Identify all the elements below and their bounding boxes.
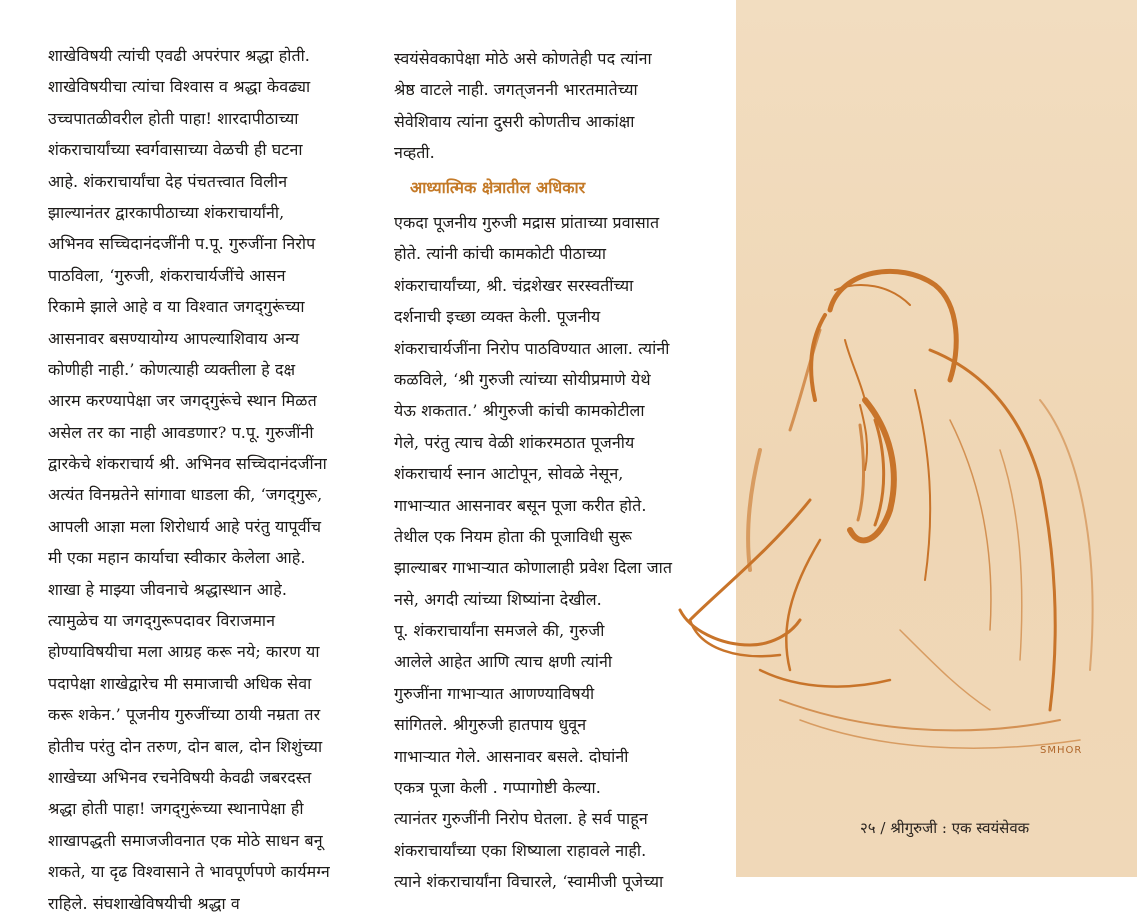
text-line: गुरुजींना गाभाऱ्यात आणण्याविषयी <box>394 683 595 703</box>
text-line: मी एका महान कार्याचा स्वीकार केलेला आहे. <box>48 548 306 568</box>
text-line: होते. त्यांनी कांची कामकोटी पीठाच्या <box>394 244 607 264</box>
text-line: शंकराचार्यांच्या स्वर्गवासाच्या वेळची ही घटना <box>48 140 303 160</box>
text-line: शाखेविषयीचा त्यांचा विश्‍वास व श्रद्धा केवढ्या <box>48 77 311 97</box>
text-line: शंकराचार्य स्नान आटोपून, सोवळे नेसून, <box>394 464 624 484</box>
text-line: कोणीही नाही.’ कोणत्याही व्यक्तीला हे दक्ष <box>48 359 296 379</box>
text-line: नसे, अगदी त्यांच्या शिष्यांना देखील. <box>394 589 602 609</box>
text-line: श्रद्धा होती पाहा! जगद्‌गुरूंच्या स्थानापेक्षा ही <box>48 799 304 819</box>
text-line: गेले, परंतु त्याच वेळी शांकरमठात पूजनीय <box>394 432 635 452</box>
text-line: पाठविला, ‘गुरुजी, शंकराचार्यजींचे आसन <box>48 265 286 285</box>
text-line: त्यानंतर गुरुजींनी निरोप घेतला. हे सर्व पाहून <box>394 809 648 829</box>
text-line: शंकराचार्यजींना निरोप पाठविण्यात आला. त्यांनी <box>394 338 670 358</box>
text-line: त्याने शंकराचार्यांना विचारले, ‘स्वामीजी पूजेच्या <box>394 872 664 892</box>
text-line: दर्शनाची इच्छा व्यक्त केली. पूजनीय <box>394 307 601 327</box>
text-line: झाल्यानंतर द्वारकापीठाच्या शंकराचार्यांनी, <box>48 202 285 222</box>
text-line: तेथील एक नियम होता की पूजाविधी सुरू <box>394 526 632 546</box>
text-line: पदापेक्षा शाखेद्वारेच मी समाजाची अधिक सेवा <box>48 673 312 693</box>
text-line: असेल तर का नाही आवडणार? प.पू. गुरुजींनी <box>48 422 314 442</box>
section-heading: आध्यात्मिक क्षेत्रातील अधिकार <box>410 178 586 197</box>
text-line: रिकामे झाले आहे व या विश्‍वात जगद्‌गुरूंच्या <box>48 297 305 317</box>
text-line: आसनावर बसण्यायोग्य आपल्याशिवाय अन्य <box>48 328 300 348</box>
text-line: सेवेशिवाय त्यांना दुसरी कोणतीच आकांक्षा <box>394 111 635 131</box>
text-line: अभिनव सच्चिदानंदजींनी प.पू. गुरुजींना निरोप <box>48 234 316 254</box>
sketch-portrait-icon <box>660 250 1130 810</box>
text-line: होण्याविषयीचा मला आग्रह करू नये; कारण या <box>48 642 320 662</box>
text-line: स्वयंसेवकापेक्षा मोठे असे कोणतेही पद त्यांना <box>394 49 652 68</box>
text-line: येऊ शकतात.’ श्रीगुरुजी कांची कामकोटीला <box>394 401 645 421</box>
text-line: शंकराचार्यांच्या, श्री. चंद्रशेखर सरस्वतींच्या <box>394 275 634 295</box>
text-line: गाभाऱ्यात गेले. आसनावर बसले. दोघांनी <box>394 746 629 766</box>
text-line: झाल्याबर गाभाऱ्यात कोणालाही प्रवेश दिला जात <box>394 558 673 578</box>
text-line: शाखापद्धती समाजजीवनात एक मोठे साधन बनू <box>48 830 323 850</box>
text-line: एकदा पूजनीय गुरुजी मद्रास प्रांताच्या प्रवासात <box>394 213 660 232</box>
text-line: आरम करण्यापेक्षा जर जगद्‌गुरूंचे स्थान मिळत <box>48 391 317 411</box>
text-line: शाखेविषयी त्यांची एवढी अपरंपार श्रद्धा होती. <box>48 46 310 65</box>
text-line: करू शकेन.’ पूजनीय गुरुजींच्या ठायी नम्रता तर <box>48 705 321 725</box>
text-line: शंकराचार्यांच्या एका शिष्याला राहावले नाही. <box>394 840 647 860</box>
text-line: आपली आज्ञा मला शिरोधार्य आहे परंतु यापूर्वीच <box>48 516 322 536</box>
text-line: अत्यंत विनम्रतेने सांगावा धाडला की, ‘जगद्‌गुरू, <box>48 485 323 505</box>
text-line: द्वारकेचे शंकराचार्य श्री. अभिनव सच्चिदानंदजींना <box>48 454 327 474</box>
text-line: होतीच परंतु दोन तरुण, दोन बाल, दोन शिशुंच्या <box>48 736 323 756</box>
text-line: नव्हती. <box>394 143 435 163</box>
text-line: एकत्र पूजा केली . गप्पागोष्टी केल्या. <box>394 778 601 798</box>
text-line: पू. शंकराचार्यांना समजले की, गुरुजी <box>394 621 605 641</box>
left-text-column <box>48 40 378 919</box>
right-text-column-top <box>394 43 724 169</box>
page-footer: २५ / श्रीगुरुजी : एक स्वयंसेवक <box>860 819 1030 837</box>
text-line: आलेले आहेत आणि त्याच क्षणी त्यांनी <box>394 652 613 672</box>
text-line: उच्चपातळीवरील होती पाहा! शारदापीठाच्या <box>48 108 299 128</box>
text-line: शाखेच्या अभिनव रचनेविषयी केवढी जबरदस्त <box>48 767 312 787</box>
text-line: श्रेष्ठ वाटले नाही. जगत्‌जननी भारतमातेच्या <box>394 80 638 100</box>
text-line: त्यामुळेच या जगद्‌गुरूपदावर विराजमान <box>48 611 276 631</box>
artist-signature: SMHOR <box>1040 745 1083 756</box>
text-line: शाखा हे माझ्या जीवनाचे श्रद्धास्थान आहे. <box>48 579 288 599</box>
text-line: गाभाऱ्यात आसनावर बसून पूजा करीत होते. <box>394 495 647 515</box>
text-line: कळविले, ‘श्री गुरुजी त्यांच्या सोयीप्रमाणे येथे <box>394 369 651 389</box>
text-line: सांगितले. श्रीगुरुजी हातपाय धुवून <box>394 715 587 735</box>
text-line: राहिले. संघशाखेविषयीची श्रद्धा व <box>48 893 240 913</box>
text-line: आहे. शंकराचार्यांचा देह पंचतत्त्वात विलीन <box>48 171 288 191</box>
text-line: शकते, या दृढ विश्‍वासाने ते भावपूर्णपणे कार्यमग्न <box>48 862 330 882</box>
